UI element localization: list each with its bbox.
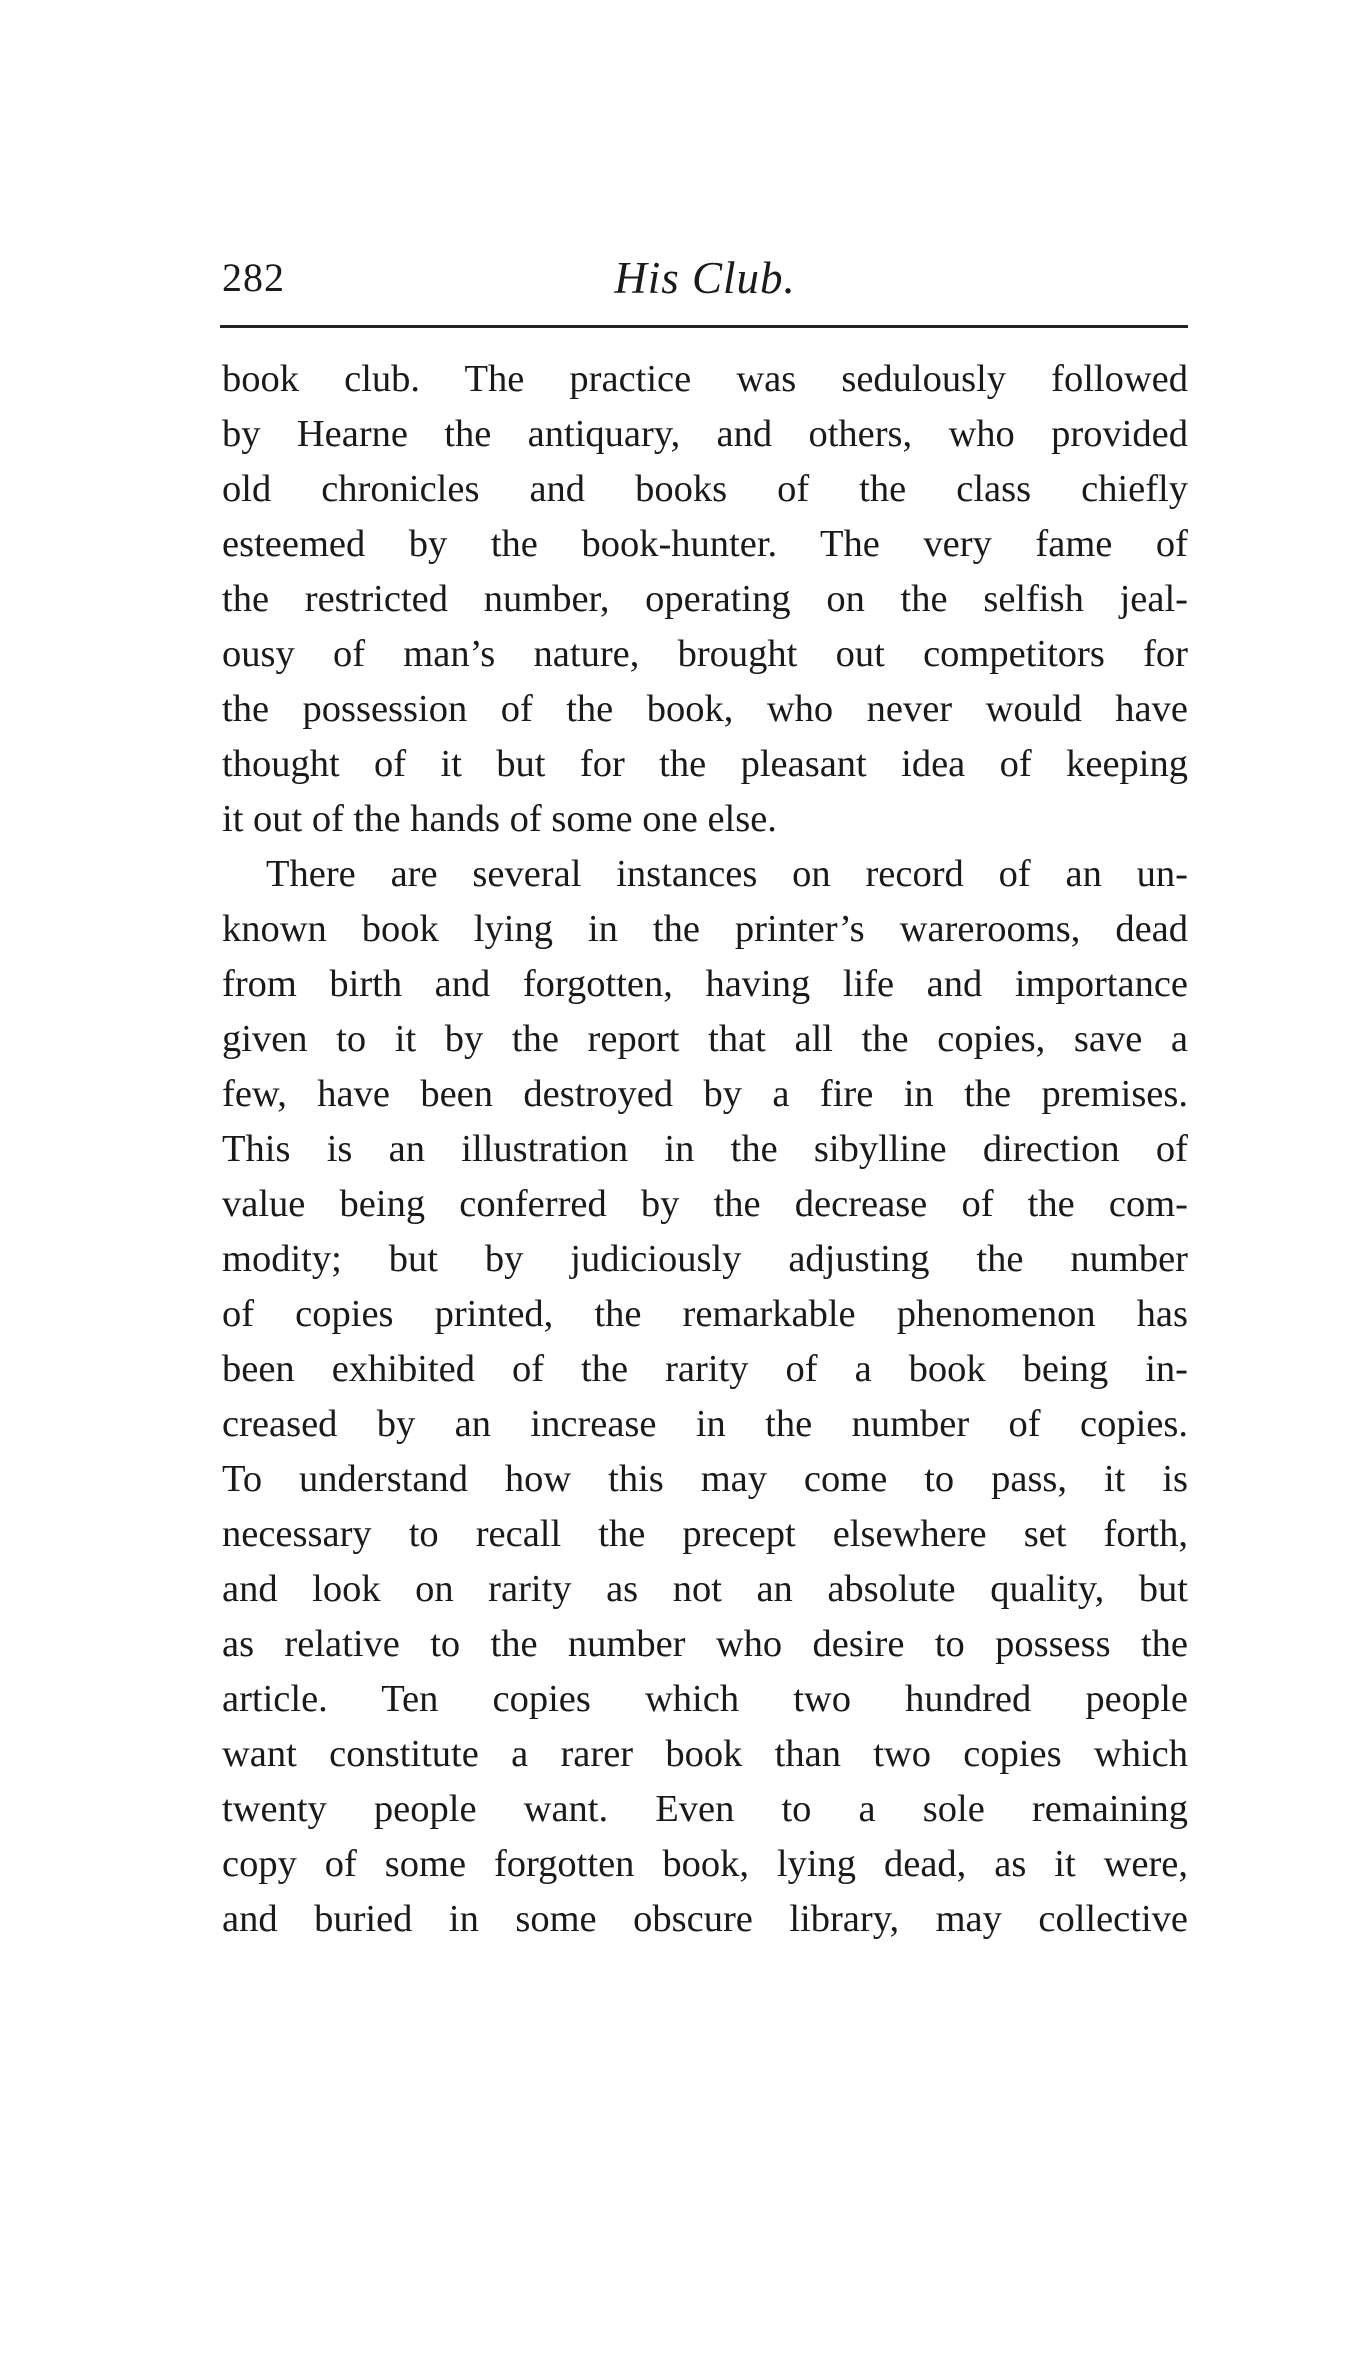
paragraph-1 <box>222 352 1188 847</box>
running-head <box>222 246 1188 310</box>
text-line: of copies printed, the remarkable phenomenon has <box>222 1293 1188 1335</box>
header-rule <box>220 325 1188 328</box>
text-line: and look on rarity as not an absolute quality, but <box>222 1568 1188 1610</box>
text-line: it out of the hands of some one else. <box>222 798 777 840</box>
text-line: To understand how this may come to pass, it is <box>222 1458 1188 1500</box>
text-line: There are several instances on record of an un- <box>266 853 1188 895</box>
text-line: want constitute a rarer book than two copies which <box>222 1733 1188 1775</box>
running-title: His Club. <box>614 253 796 303</box>
text-line: by Hearne the antiquary, and others, who provided <box>222 413 1188 455</box>
text-line: modity; but by judiciously adjusting the number <box>222 1238 1188 1280</box>
text-line: twenty people want. Even to a sole remaining <box>222 1788 1188 1830</box>
text-line: book club. The practice was sedulously followed <box>222 358 1188 400</box>
text-line: value being conferred by the decrease of the com- <box>222 1183 1188 1225</box>
text-line: the restricted number, operating on the selfish jeal- <box>222 578 1188 620</box>
text-line: old chronicles and books of the class chiefly <box>222 468 1188 510</box>
page-number: 282 <box>222 255 285 300</box>
text-line: the possession of the book, who never would have <box>222 688 1188 730</box>
text-line: copy of some forgotten book, lying dead, as it were, <box>222 1843 1188 1885</box>
text-line: This is an illustration in the sibylline direction of <box>222 1128 1188 1170</box>
body-text <box>222 352 1188 1947</box>
text-line: been exhibited of the rarity of a book being in- <box>222 1348 1188 1390</box>
paragraph-2 <box>222 847 1188 1947</box>
text-line: ousy of man’s nature, brought out competitors for <box>222 633 1188 675</box>
text-line: known book lying in the printer’s warerooms, dead <box>222 908 1188 950</box>
text-line: creased by an increase in the number of copies. <box>222 1403 1188 1445</box>
text-line: article. Ten copies which two hundred people <box>222 1678 1188 1720</box>
text-line: few, have been destroyed by a fire in the premises. <box>222 1073 1188 1115</box>
text-line: thought of it but for the pleasant idea of keeping <box>222 743 1188 785</box>
text-line: and buried in some obscure library, may collective <box>222 1898 1188 1940</box>
text-line: as relative to the number who desire to possess the <box>222 1623 1188 1665</box>
text-line: necessary to recall the precept elsewhere set forth, <box>222 1513 1188 1555</box>
text-line: from birth and forgotten, having life and importance <box>222 963 1188 1005</box>
text-line: esteemed by the book-hunter. The very fame of <box>222 523 1188 565</box>
text-line: given to it by the report that all the copies, save a <box>222 1018 1188 1060</box>
